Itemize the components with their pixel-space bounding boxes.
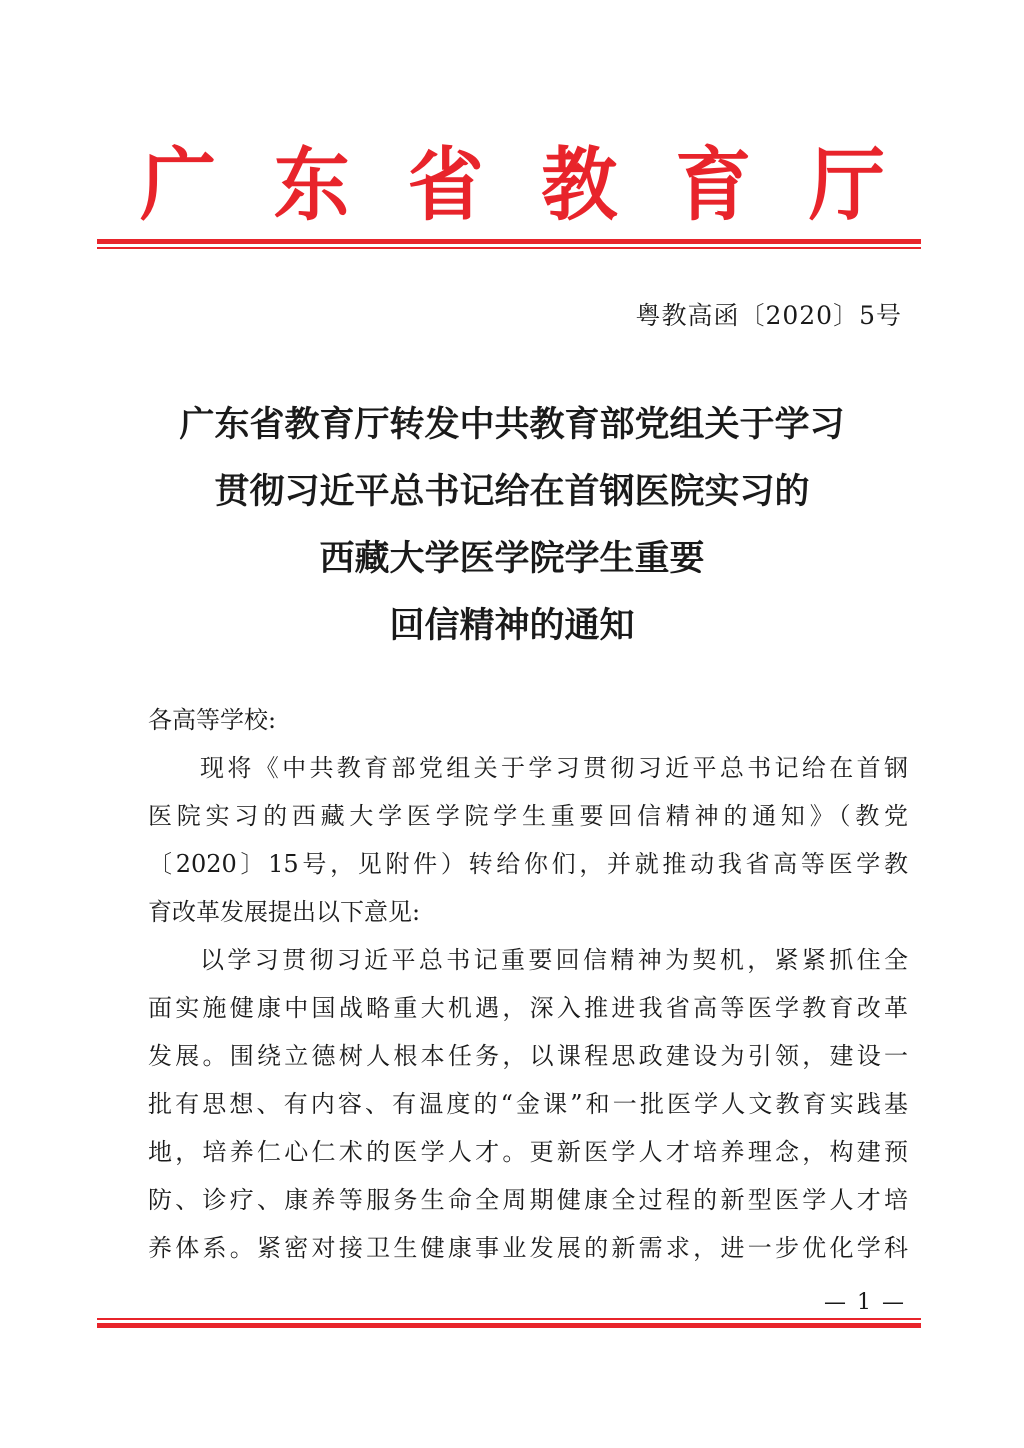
title-line: 贯彻习近平总书记给在首钢医院实习的 [214,472,810,512]
title-line: 回信精神的通知 [389,606,635,646]
body-line: 育改革发展提出以下意见: [148,898,421,926]
masthead-char: 教 [541,137,618,232]
masthead-issuer [140,137,885,232]
body-line: 批有思想、有内容、有温度的“金课”和一批医学人文教育实践基 [148,1090,908,1118]
body-line: 养体系。紧密对接卫生健康事业发展的新需求，进一步优化学科 [148,1234,908,1262]
body-line: 现将《中共教育部党组关于学习贯彻习近平总书记给在首钢 [200,754,908,782]
body-line: 以学习贯彻习近平总书记重要回信精神为契机，紧紧抓住全 [200,946,908,974]
footer-rule-thick [97,1323,921,1328]
masthead-char: 广 [140,137,216,232]
masthead-char: 育 [675,137,752,232]
body-line: 防、诊疗、康养等服务生命全周期健康全过程的新型医学人才培 [148,1186,908,1214]
masthead-rule-thin [97,247,921,249]
page-number: — 1 — [824,1290,906,1315]
body-line: 面实施健康中国战略重大机遇，深入推进我省高等医学教育改革 [148,994,908,1022]
body-line: 〔2020〕15号，见附件）转给你们，并就推动我省高等医学教 [148,850,908,878]
masthead-rule-thick [97,239,921,244]
document-title [100,392,924,660]
masthead-char: 厅 [808,137,885,232]
masthead-char: 东 [273,137,350,232]
body-line: 地，培养仁心仁术的医学人才。更新医学人才培养理念，构建预 [148,1138,908,1166]
document-body [148,750,908,1278]
document-number: 粤教高函〔2020〕5号 [635,301,902,330]
title-line: 广东省教育厅转发中共教育部党组关于学习 [179,405,845,445]
body-line: 医院实习的西藏大学医学院学生重要回信精神的通知》（教党 [148,802,908,830]
salutation: 各高等学校: [148,706,277,734]
body-line: 发展。围绕立德树人根本任务，以课程思政建设为引领，建设一 [148,1042,908,1070]
title-line: 西藏大学医学院学生重要 [319,539,705,579]
masthead-char: 省 [407,137,484,232]
footer-rule-thin [97,1318,921,1320]
